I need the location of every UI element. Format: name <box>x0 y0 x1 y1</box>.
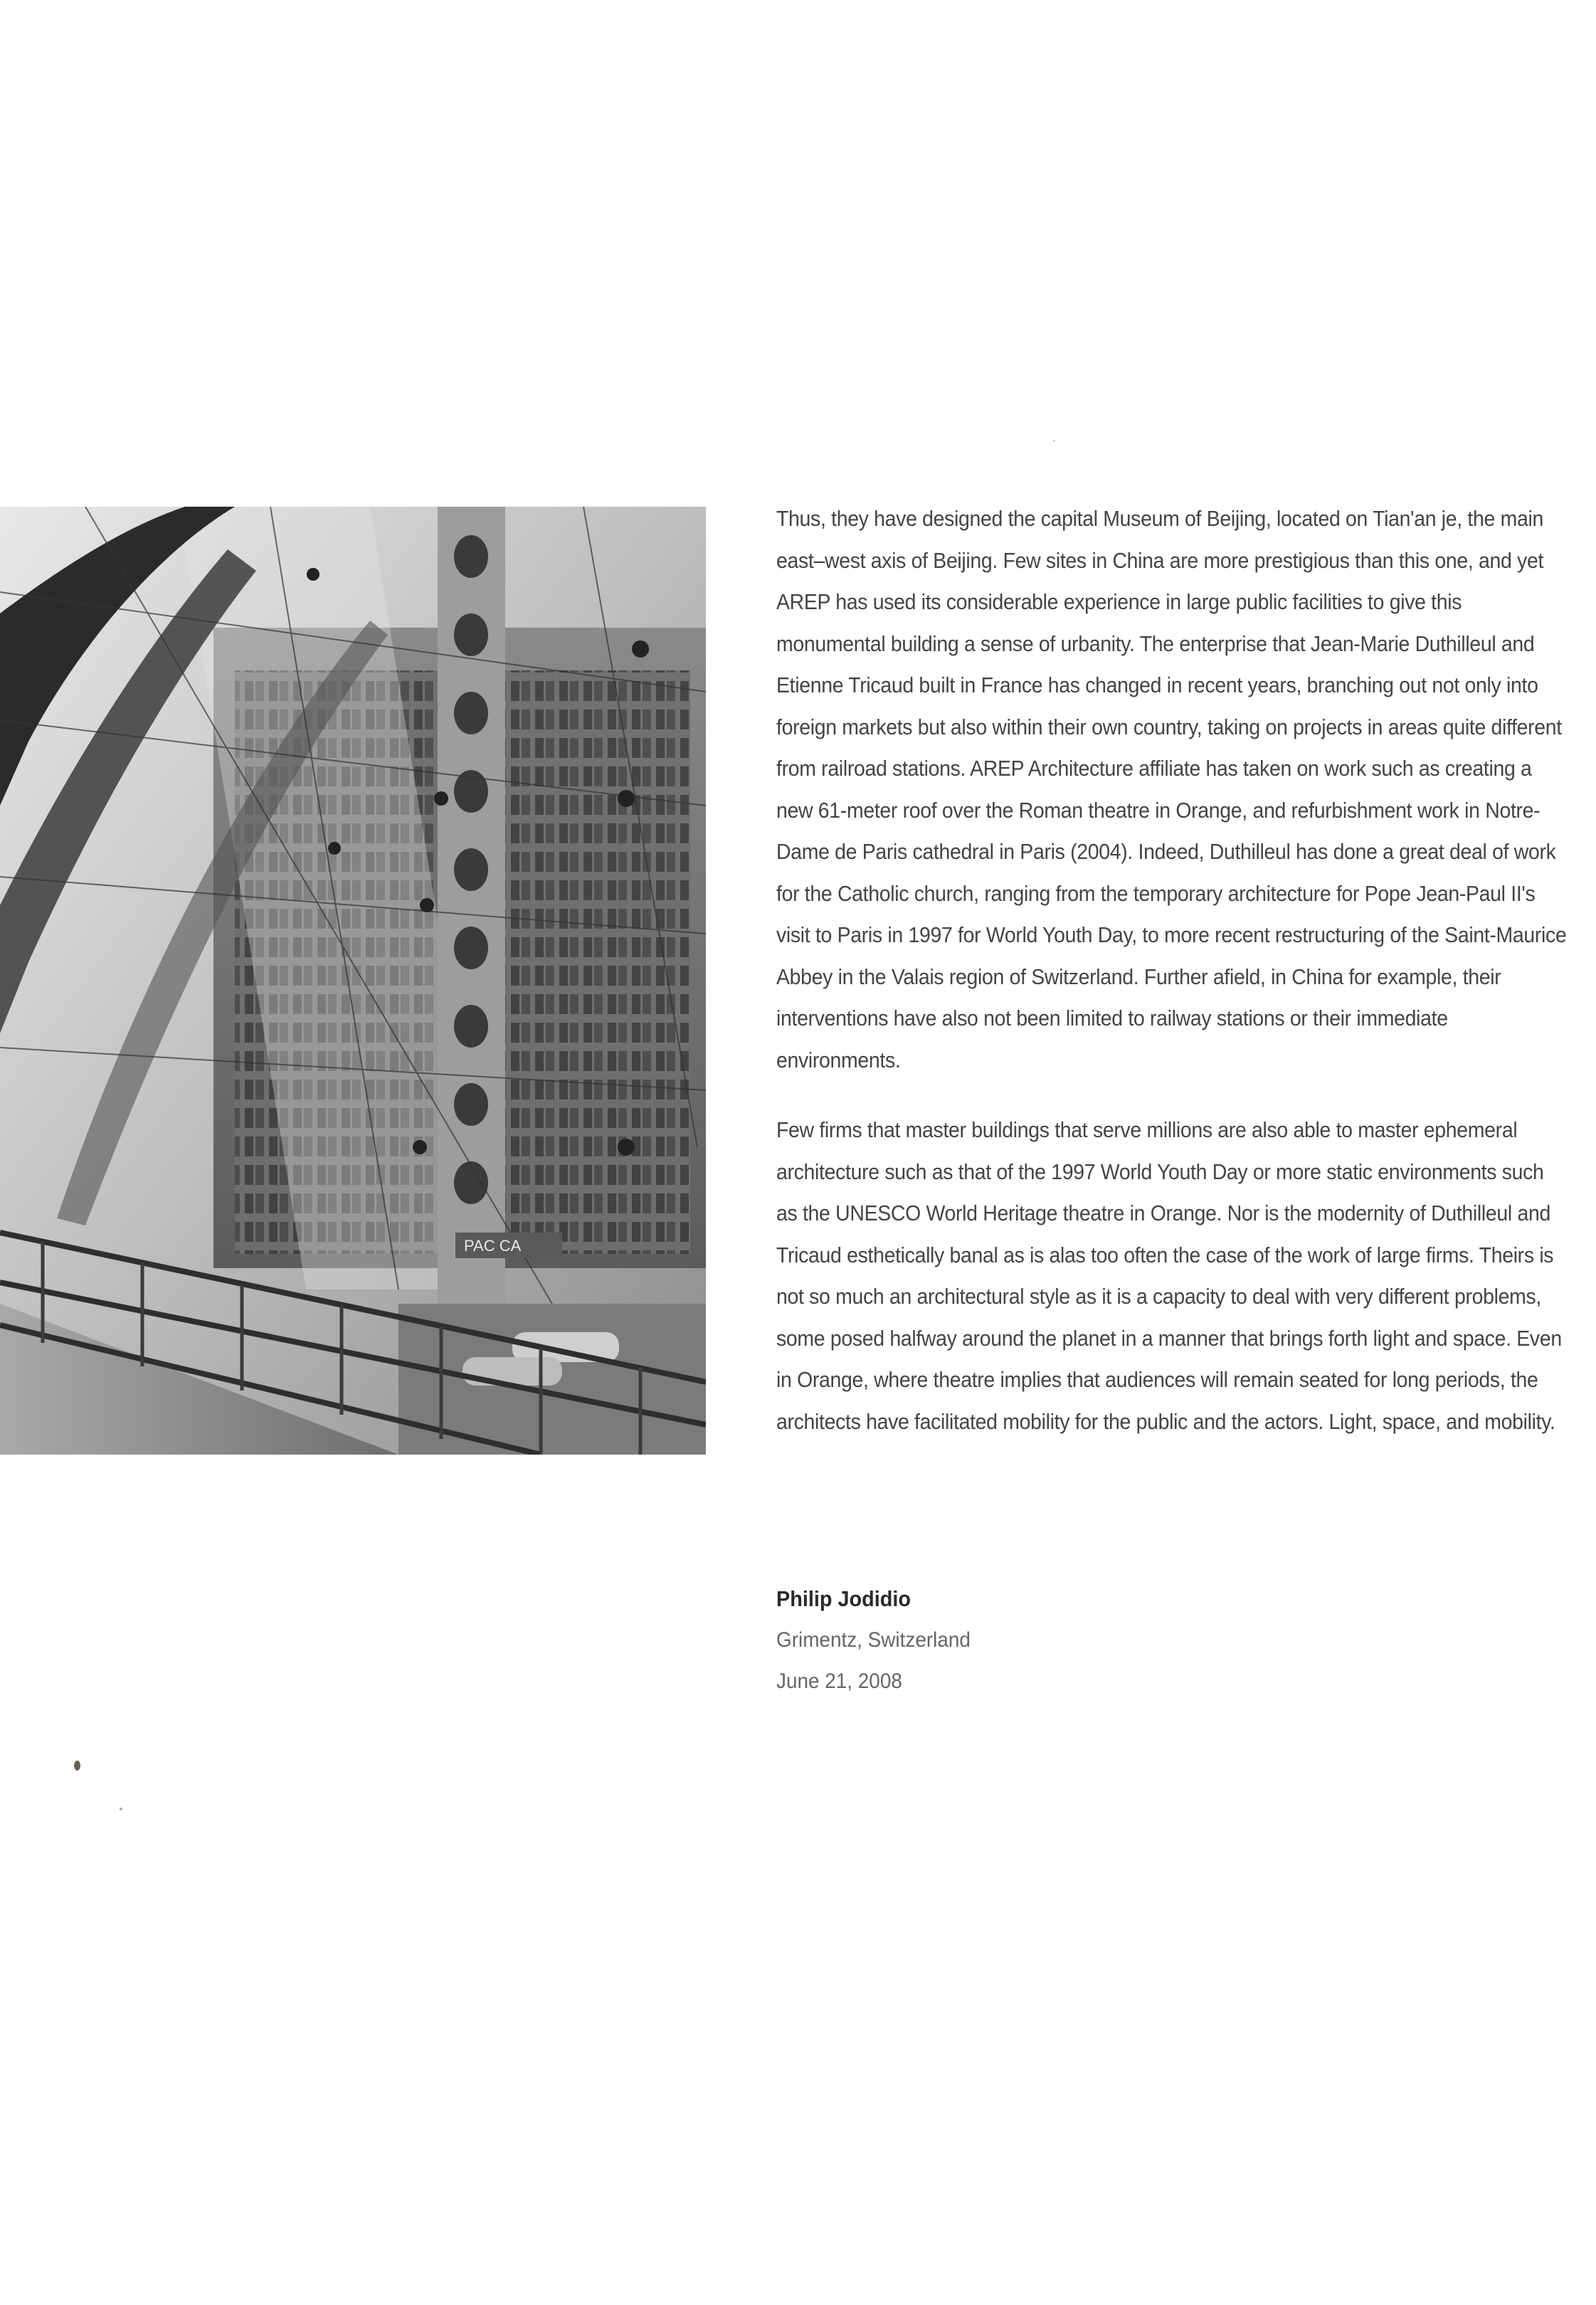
paragraph-1: Thus, they have designed the capital Museum of Beijing, located on Tian'an je, the main east–west axis of Beijing. Few sites in China are more prestigious than this one, and yet AREP has used its considerable experience in large public facilities to give this monumental building a sense of urbanity. The enterprise that Jean-Marie Duthilleul and Etienne Tricaud built in France has changed in recent years, branching out not only into foreign markets but also within their own country, taking on projects in areas quite different from railroad stations. AREP Architecture affiliate has taken on work such as creating a new 61-meter roof over the Roman theatre in Orange, and refurbishment work in Notre-Dame de Paris cathedral in Paris (2004). Indeed, Duthilleul has done a great deal of work for the Catholic church, ranging from the temporary architecture for Pope Jean-Paul II's visit to Paris in 1997 for World Youth Day, to more recent restructuring of the Saint-Maurice Abbey in the Valais region of Switzerland. Further afield, in China for example, their interventions have also not been limited to railway stations or their immediate environments. <box>776 507 1567 1072</box>
scan-speck <box>120 1808 122 1810</box>
scan-speck <box>1053 440 1055 442</box>
paragraph-2: Few firms that master buildings that serve millions are also able to master ephemeral architecture such as that of the 1997 World Youth Day or more static environments such as the UNESCO World Heritage theatre in Orange. Nor is the modernity of Duthilleul and Tricaud esthetically banal as is alas too often the case of the work of large firms. Theirs is not so much an architectural style as it is a capacity to deal with very different problems, some posed halfway around the planet in a manner that brings forth light and space. Even in Orange, where theatre implies that audiences will remain seated for long periods, the architects have facilitated mobility for the public and the actors. Light, space, and mobility. <box>776 1118 1562 1434</box>
architecture-photo <box>0 507 706 1455</box>
author-place: Grimentz, Switzerland <box>776 1628 971 1652</box>
author-name: Philip Jodidio <box>776 1586 911 1611</box>
photo-sign-text: PAC CA <box>464 1237 522 1255</box>
body-text <box>776 498 1566 1471</box>
author-signature <box>776 1578 1203 1702</box>
author-date: June 21, 2008 <box>776 1670 902 1693</box>
scan-speck <box>74 1761 80 1771</box>
